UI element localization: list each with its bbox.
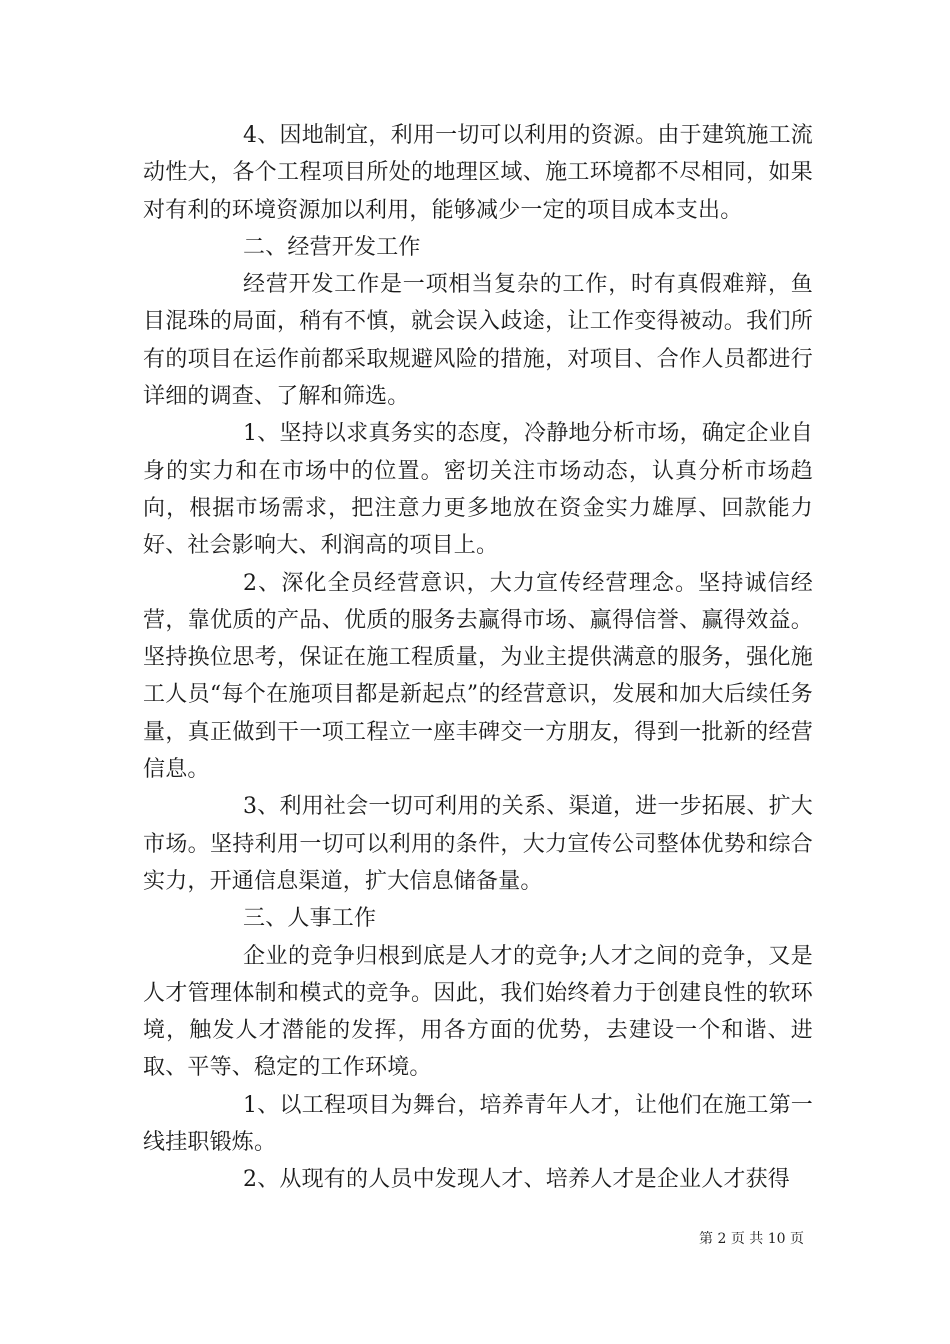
document-body: [143, 117, 813, 1199]
paragraph-business-development-intro: 经营开发工作是一项相当复杂的工作，时有真假难辩，鱼目混珠的局面，稍有不慎，就会误入歧途，让工作变得被动。我们所有的项目在运作前都采取规避风险的措施，对项目、合作人员都进行详细的调查、了解和筛选。: [143, 272, 813, 410]
paragraph-item-2-operation-awareness: 2、深化全员经营意识，大力宣传经营理念。坚持诚信经营，靠优质的产品、优质的服务去赢得市场、赢得信誉、赢得效益。坚持换位思考，保证在施工程质量，为业主提供满意的服务，强化施工人员“每个在施项目都是新起点”的经营意识，发展和加大后续任务量，真正做到干一项工程立一座丰碑交一方朋友，得到一批新的经营信息。: [143, 570, 813, 783]
paragraph-item-1-train-youth: 1、以工程项目为舞台，培养青年人才，让他们在施工第一线挂职锻炼。: [143, 1092, 813, 1156]
paragraph-item-1-market-analysis: 1、坚持以求真务实的态度，冷静地分析市场，确定企业自身的实力和在市场中的位置。密切关注市场动态，认真分析市场趋向，根据市场需求，把注意力更多地放在资金实力雄厚、回款能力好、社会影响大、利润高的项目上。: [143, 421, 813, 559]
paragraph-item-3-expand-market: 3、利用社会一切可利用的关系、渠道，进一步拓展、扩大市场。坚持利用一切可以利用的条件，大力宣传公司整体优势和综合实力，开通信息渠道，扩大信息储备量。: [143, 794, 813, 894]
section-heading-business-development: 二、经营开发工作: [243, 234, 421, 260]
paragraph-item-2-discover-talent: 2、从现有的人员中发现人才、培养人才是企业人才获得: [243, 1167, 790, 1193]
paragraph-item-4: 4、因地制宜，利用一切可以利用的资源。由于建筑施工流动性大，各个工程项目所处的地理区域、施工环境都不尽相同，如果对有利的环境资源加以利用，能够减少一定的项目成本支出。: [143, 123, 813, 223]
section-heading-personnel: 三、人事工作: [243, 906, 377, 932]
page-number-footer: 第 2 页 共 10 页: [699, 1231, 804, 1247]
paragraph-personnel-intro: 企业的竞争归根到底是人才的竞争;人才之间的竞争，又是人才管理体制和模式的竞争。因此，我们始终着力于创建良性的软环境，触发人才潜能的发挥，用各方面的优势，去建设一个和谐、进取、平等、稳定的工作环境。: [143, 943, 813, 1081]
